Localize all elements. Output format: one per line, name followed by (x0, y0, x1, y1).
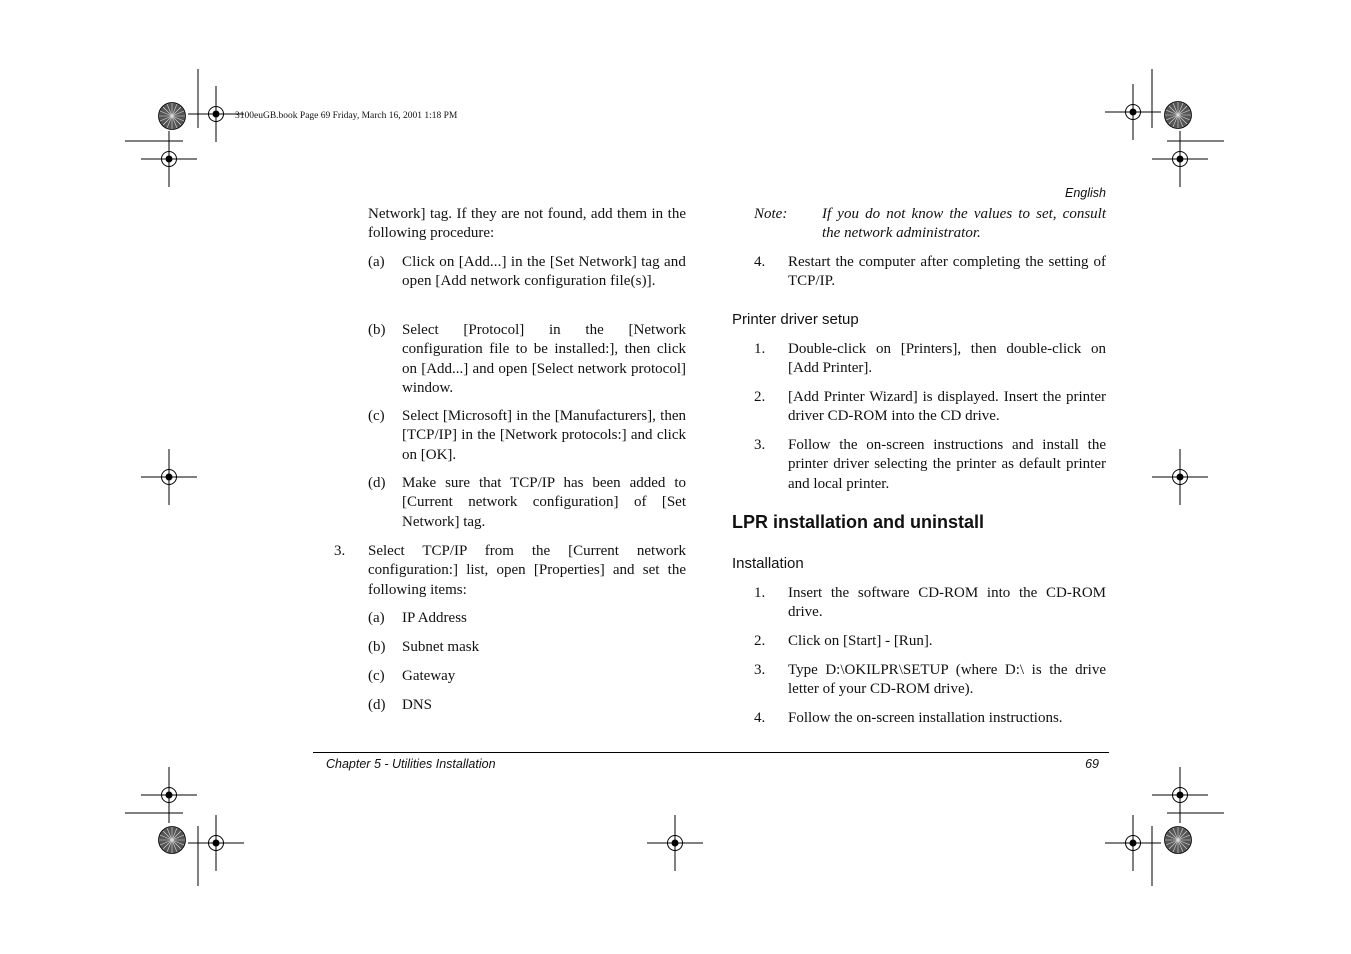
step-3-number: 3. (334, 543, 346, 559)
item-b-text: Subnet mask (402, 639, 480, 655)
printer-step-2-number: 2. (754, 389, 766, 405)
install-step-1-number: 1. (754, 585, 766, 601)
installation-heading: Installation (732, 555, 804, 572)
printer-step-1-text: Double-click on [Printers], then double-click on [Add Printer]. (788, 341, 1106, 377)
item-c-text: Gateway (402, 668, 456, 684)
printer-step-3-text: Follow the on-screen instructions and install the printer driver selecting the printer as default printer and local printer. (788, 437, 1106, 492)
substep-b-label: (b) (368, 322, 386, 338)
book-header: 3100euGB.book Page 69 Friday, March 16, 2001 1:18 PM (235, 111, 458, 121)
lpr-section-heading: LPR installation and uninstall (732, 512, 985, 532)
install-step-4-number: 4. (754, 710, 766, 726)
install-step-1-text: Insert the software CD-ROM into the CD-ROM drive. (788, 585, 1106, 621)
step-4-text: Restart the computer after completing the setting of TCP/IP. (788, 254, 1106, 290)
item-d-text: DNS (402, 697, 433, 713)
item-a-label: (a) (368, 610, 385, 626)
item-b-label: (b) (368, 639, 386, 655)
item-c-label: (c) (368, 668, 385, 684)
install-step-4-text: Follow the on-screen installation instructions. (788, 710, 1063, 726)
install-step-3-number: 3. (754, 662, 766, 678)
item-a-text: IP Address (402, 610, 467, 626)
step-4-number: 4. (754, 254, 766, 270)
page-number: 69 (1085, 757, 1099, 771)
printer-step-3-number: 3. (754, 437, 766, 453)
printer-step-1-number: 1. (754, 341, 766, 357)
substep-a-label: (a) (368, 254, 385, 270)
substep-c-text: Select [Microsoft] in the [Manufacturers], then [TCP/IP] in the [Network protocols:] and click on [OK]. (402, 408, 686, 463)
install-step-2-text: Click on [Start] - [Run]. (788, 633, 933, 649)
note-label: Note: (754, 206, 788, 222)
printer-step-2-text: [Add Printer Wizard] is displayed. Insert the printer driver CD-ROM into the CD drive. (788, 389, 1106, 425)
printer-driver-heading: Printer driver setup (732, 311, 859, 328)
language-label: English (1065, 186, 1106, 200)
substep-b-text: Select [Protocol] in the [Network configuration file to be installed:], then click on [Add...] and open [Select network protocol] window. (402, 322, 686, 396)
intro-paragraph: Network] tag. If they are not found, add them in the following procedure: (368, 206, 686, 242)
substep-c-label: (c) (368, 408, 385, 424)
substep-d-text: Make sure that TCP/IP has been added to [Current network configuration] of [Set Network] tag. (402, 475, 686, 530)
item-d-label: (d) (368, 697, 386, 713)
step-3-text: Select TCP/IP from the [Current network configuration:] list, open [Properties] and set the following items: (368, 543, 686, 598)
footer-chapter: Chapter 5 - Utilities Installation (326, 757, 496, 771)
substep-d-label: (d) (368, 475, 386, 491)
note-text: If you do not know the values to set, consult the network administrator. (822, 206, 1106, 242)
substep-a-text: Click on [Add...] in the [Set Network] tag and open [Add network configuration file(s)]. (402, 254, 686, 290)
install-step-3-text: Type D:\OKILPR\SETUP (where D:\ is the drive letter of your CD-ROM drive). (788, 662, 1106, 698)
install-step-2-number: 2. (754, 633, 766, 649)
